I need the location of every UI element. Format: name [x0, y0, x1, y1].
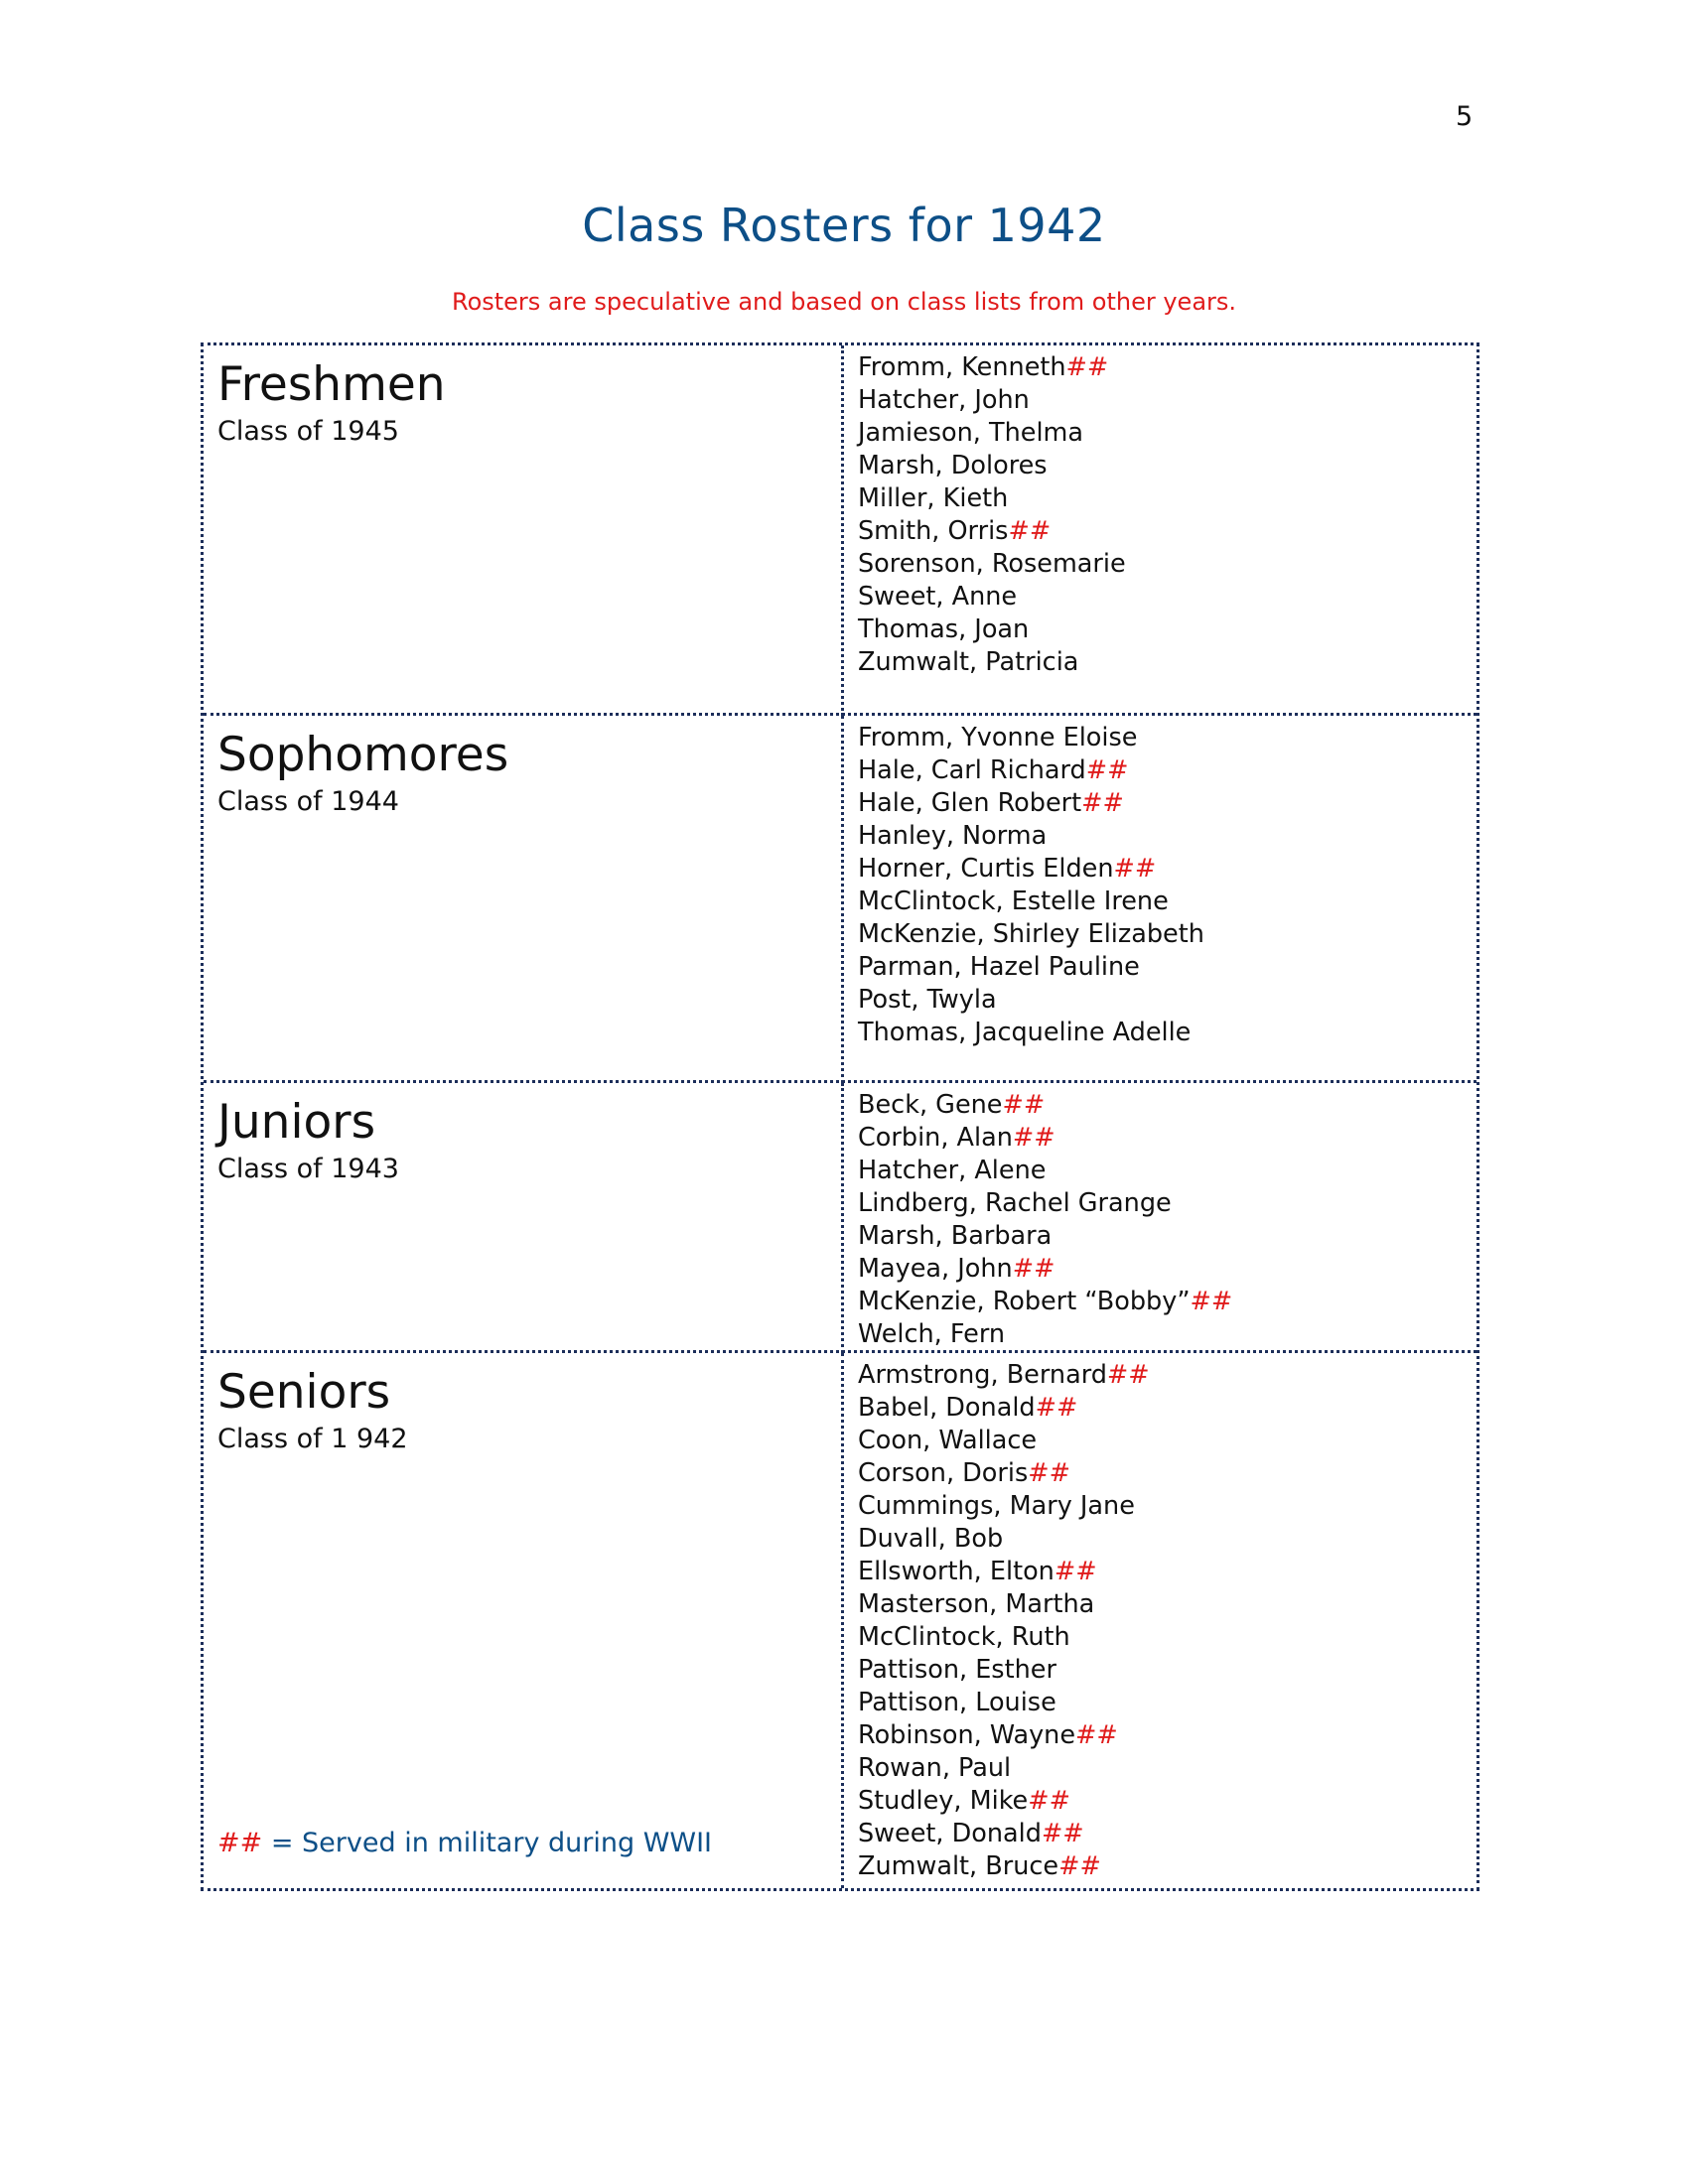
- class-name: Juniors: [217, 1095, 376, 1150]
- student-name-text: Marsh, Dolores: [858, 451, 1048, 480]
- military-marker: ##: [1012, 1123, 1055, 1153]
- class-label-cell: [204, 345, 844, 716]
- military-marker: ##: [1028, 1458, 1070, 1488]
- student-name-text: Hatcher, Alene: [858, 1156, 1047, 1185]
- student-name: [858, 1687, 1477, 1719]
- roster-row-sophomores: [204, 713, 1477, 1083]
- student-name-text: McClintock, Ruth: [858, 1622, 1070, 1652]
- student-name-text: Duvall, Bob: [858, 1524, 1004, 1554]
- student-name-text: Corson, Doris: [858, 1458, 1029, 1488]
- student-name-text: Studley, Mike: [858, 1786, 1029, 1816]
- student-name: [858, 1425, 1477, 1457]
- student-name: [858, 646, 1477, 679]
- student-name: [858, 351, 1477, 384]
- student-name-text: McKenzie, Shirley Elizabeth: [858, 919, 1204, 949]
- student-name-text: Thomas, Jacqueline Adelle: [858, 1018, 1192, 1047]
- student-list: [844, 1353, 1477, 1888]
- student-name-text: Mayea, John: [858, 1254, 1013, 1284]
- legend-equals: =: [262, 1828, 303, 1858]
- student-name: [858, 1523, 1477, 1556]
- student-name-text: Robinson, Wayne: [858, 1720, 1076, 1750]
- student-name-text: Hale, Glen Robert: [858, 788, 1082, 818]
- student-list: [844, 1083, 1477, 1353]
- student-name-text: Pattison, Louise: [858, 1688, 1056, 1717]
- student-name-text: Fromm, Kenneth: [858, 352, 1066, 382]
- student-name-text: Hanley, Norma: [858, 821, 1048, 851]
- roster-row-freshmen: [204, 345, 1477, 716]
- class-name: Seniors: [217, 1365, 391, 1420]
- student-name-text: Pattison, Esther: [858, 1655, 1056, 1685]
- military-marker: ##: [1028, 1786, 1070, 1816]
- military-marker: ##: [1041, 1819, 1084, 1848]
- student-name: [858, 984, 1477, 1017]
- roster-row-juniors: [204, 1080, 1477, 1353]
- student-name: [858, 1752, 1477, 1785]
- student-name-text: Parman, Hazel Pauline: [858, 952, 1140, 982]
- page-title: Class Rosters for 1942: [582, 199, 1106, 252]
- student-name-text: McClintock, Estelle Irene: [858, 887, 1169, 916]
- student-name-text: Jamieson, Thelma: [858, 418, 1083, 448]
- student-name: [858, 1588, 1477, 1621]
- student-name: [858, 1850, 1477, 1883]
- student-name-text: Hatcher, John: [858, 385, 1030, 415]
- student-name: [858, 1220, 1477, 1253]
- student-name-text: Smith, Orris: [858, 516, 1009, 546]
- student-name: [858, 1719, 1477, 1752]
- student-name-text: Sorenson, Rosemarie: [858, 549, 1126, 579]
- student-name: [858, 1654, 1477, 1687]
- student-list: [844, 716, 1477, 1083]
- student-name: [858, 1818, 1477, 1850]
- roster-row-seniors: [204, 1350, 1477, 1888]
- class-roster-table: [201, 342, 1479, 1891]
- student-name: [858, 482, 1477, 515]
- student-name: [858, 1122, 1477, 1155]
- student-name: [858, 853, 1477, 886]
- student-name: [858, 1392, 1477, 1425]
- military-marker: ##: [1075, 1720, 1118, 1750]
- legend-symbol: ##: [217, 1828, 263, 1858]
- page-number: 5: [1456, 101, 1474, 132]
- student-name-text: Lindberg, Rachel Grange: [858, 1188, 1172, 1218]
- student-name: [858, 1457, 1477, 1490]
- student-name-text: Fromm, Yvonne Eloise: [858, 723, 1138, 752]
- student-name-text: Armstrong, Bernard: [858, 1360, 1107, 1390]
- student-name-text: Masterson, Martha: [858, 1589, 1095, 1619]
- student-name-text: Ellsworth, Elton: [858, 1557, 1055, 1586]
- student-name-text: Welch, Fern: [858, 1319, 1006, 1349]
- student-name: [858, 1155, 1477, 1187]
- student-name: [858, 1556, 1477, 1588]
- student-name-text: Zumwalt, Bruce: [858, 1851, 1059, 1881]
- student-name: [858, 1785, 1477, 1818]
- student-name: [858, 918, 1477, 951]
- student-name: [858, 1286, 1477, 1318]
- student-name-text: Horner, Curtis Elden: [858, 854, 1114, 884]
- class-name: Freshmen: [217, 357, 446, 412]
- student-list: [844, 345, 1477, 716]
- military-marker: ##: [1065, 352, 1109, 382]
- student-name: [858, 1318, 1477, 1351]
- military-marker: ##: [1012, 1254, 1055, 1284]
- student-name: [858, 1490, 1477, 1523]
- student-name-text: Rowan, Paul: [858, 1753, 1012, 1783]
- student-name-text: Coon, Wallace: [858, 1426, 1038, 1455]
- military-marker: ##: [1113, 854, 1157, 884]
- student-name-text: Marsh, Barbara: [858, 1221, 1053, 1251]
- student-name: [858, 384, 1477, 417]
- class-label-cell: [204, 1083, 844, 1353]
- legend-text: Served in military during WWII: [302, 1828, 713, 1858]
- military-marker: ##: [1106, 1360, 1150, 1390]
- military-marker: ##: [1085, 755, 1129, 785]
- student-name: [858, 548, 1477, 581]
- student-name-text: Miller, Kieth: [858, 483, 1009, 513]
- student-name: [858, 515, 1477, 548]
- student-name: [858, 951, 1477, 984]
- class-name: Sophomores: [217, 728, 509, 782]
- military-marker: ##: [1035, 1393, 1078, 1423]
- military-legend: [217, 1828, 712, 1858]
- class-year: Class of 1944: [217, 786, 399, 817]
- student-name-text: Babel, Donald: [858, 1393, 1036, 1423]
- student-name-text: Corbin, Alan: [858, 1123, 1013, 1153]
- class-year: Class of 1943: [217, 1154, 399, 1184]
- student-name: [858, 1187, 1477, 1220]
- class-label-cell: [204, 716, 844, 1083]
- military-marker: ##: [1058, 1851, 1101, 1881]
- student-name: [858, 886, 1477, 918]
- student-name: [858, 787, 1477, 820]
- student-name-text: Sweet, Anne: [858, 582, 1018, 612]
- class-year: Class of 1 942: [217, 1424, 408, 1454]
- student-name: [858, 1089, 1477, 1122]
- student-name-text: McKenzie, Robert “Bobby”: [858, 1287, 1191, 1316]
- military-marker: ##: [1002, 1090, 1046, 1120]
- student-name-text: Hale, Carl Richard: [858, 755, 1086, 785]
- student-name: [858, 417, 1477, 450]
- military-marker: ##: [1190, 1287, 1233, 1316]
- student-name: [858, 450, 1477, 482]
- student-name: [858, 581, 1477, 614]
- student-name: [858, 1017, 1477, 1049]
- student-name-text: Sweet, Donald: [858, 1819, 1042, 1848]
- student-name: [858, 1253, 1477, 1286]
- class-year: Class of 1945: [217, 416, 399, 447]
- student-name: [858, 754, 1477, 787]
- military-marker: ##: [1008, 516, 1052, 546]
- student-name-text: Post, Twyla: [858, 985, 997, 1015]
- disclaimer-note: Rosters are speculative and based on class lists from other years.: [451, 288, 1237, 316]
- student-name-text: Zumwalt, Patricia: [858, 647, 1079, 677]
- military-marker: ##: [1081, 788, 1124, 818]
- student-name-text: Cummings, Mary Jane: [858, 1491, 1135, 1521]
- military-marker: ##: [1054, 1557, 1097, 1586]
- student-name-text: Beck, Gene: [858, 1090, 1003, 1120]
- student-name: [858, 614, 1477, 646]
- student-name: [858, 1621, 1477, 1654]
- student-name-text: Thomas, Joan: [858, 614, 1030, 644]
- student-name: [858, 820, 1477, 853]
- class-label-cell: [204, 1353, 844, 1888]
- student-name: [858, 722, 1477, 754]
- student-name: [858, 1359, 1477, 1392]
